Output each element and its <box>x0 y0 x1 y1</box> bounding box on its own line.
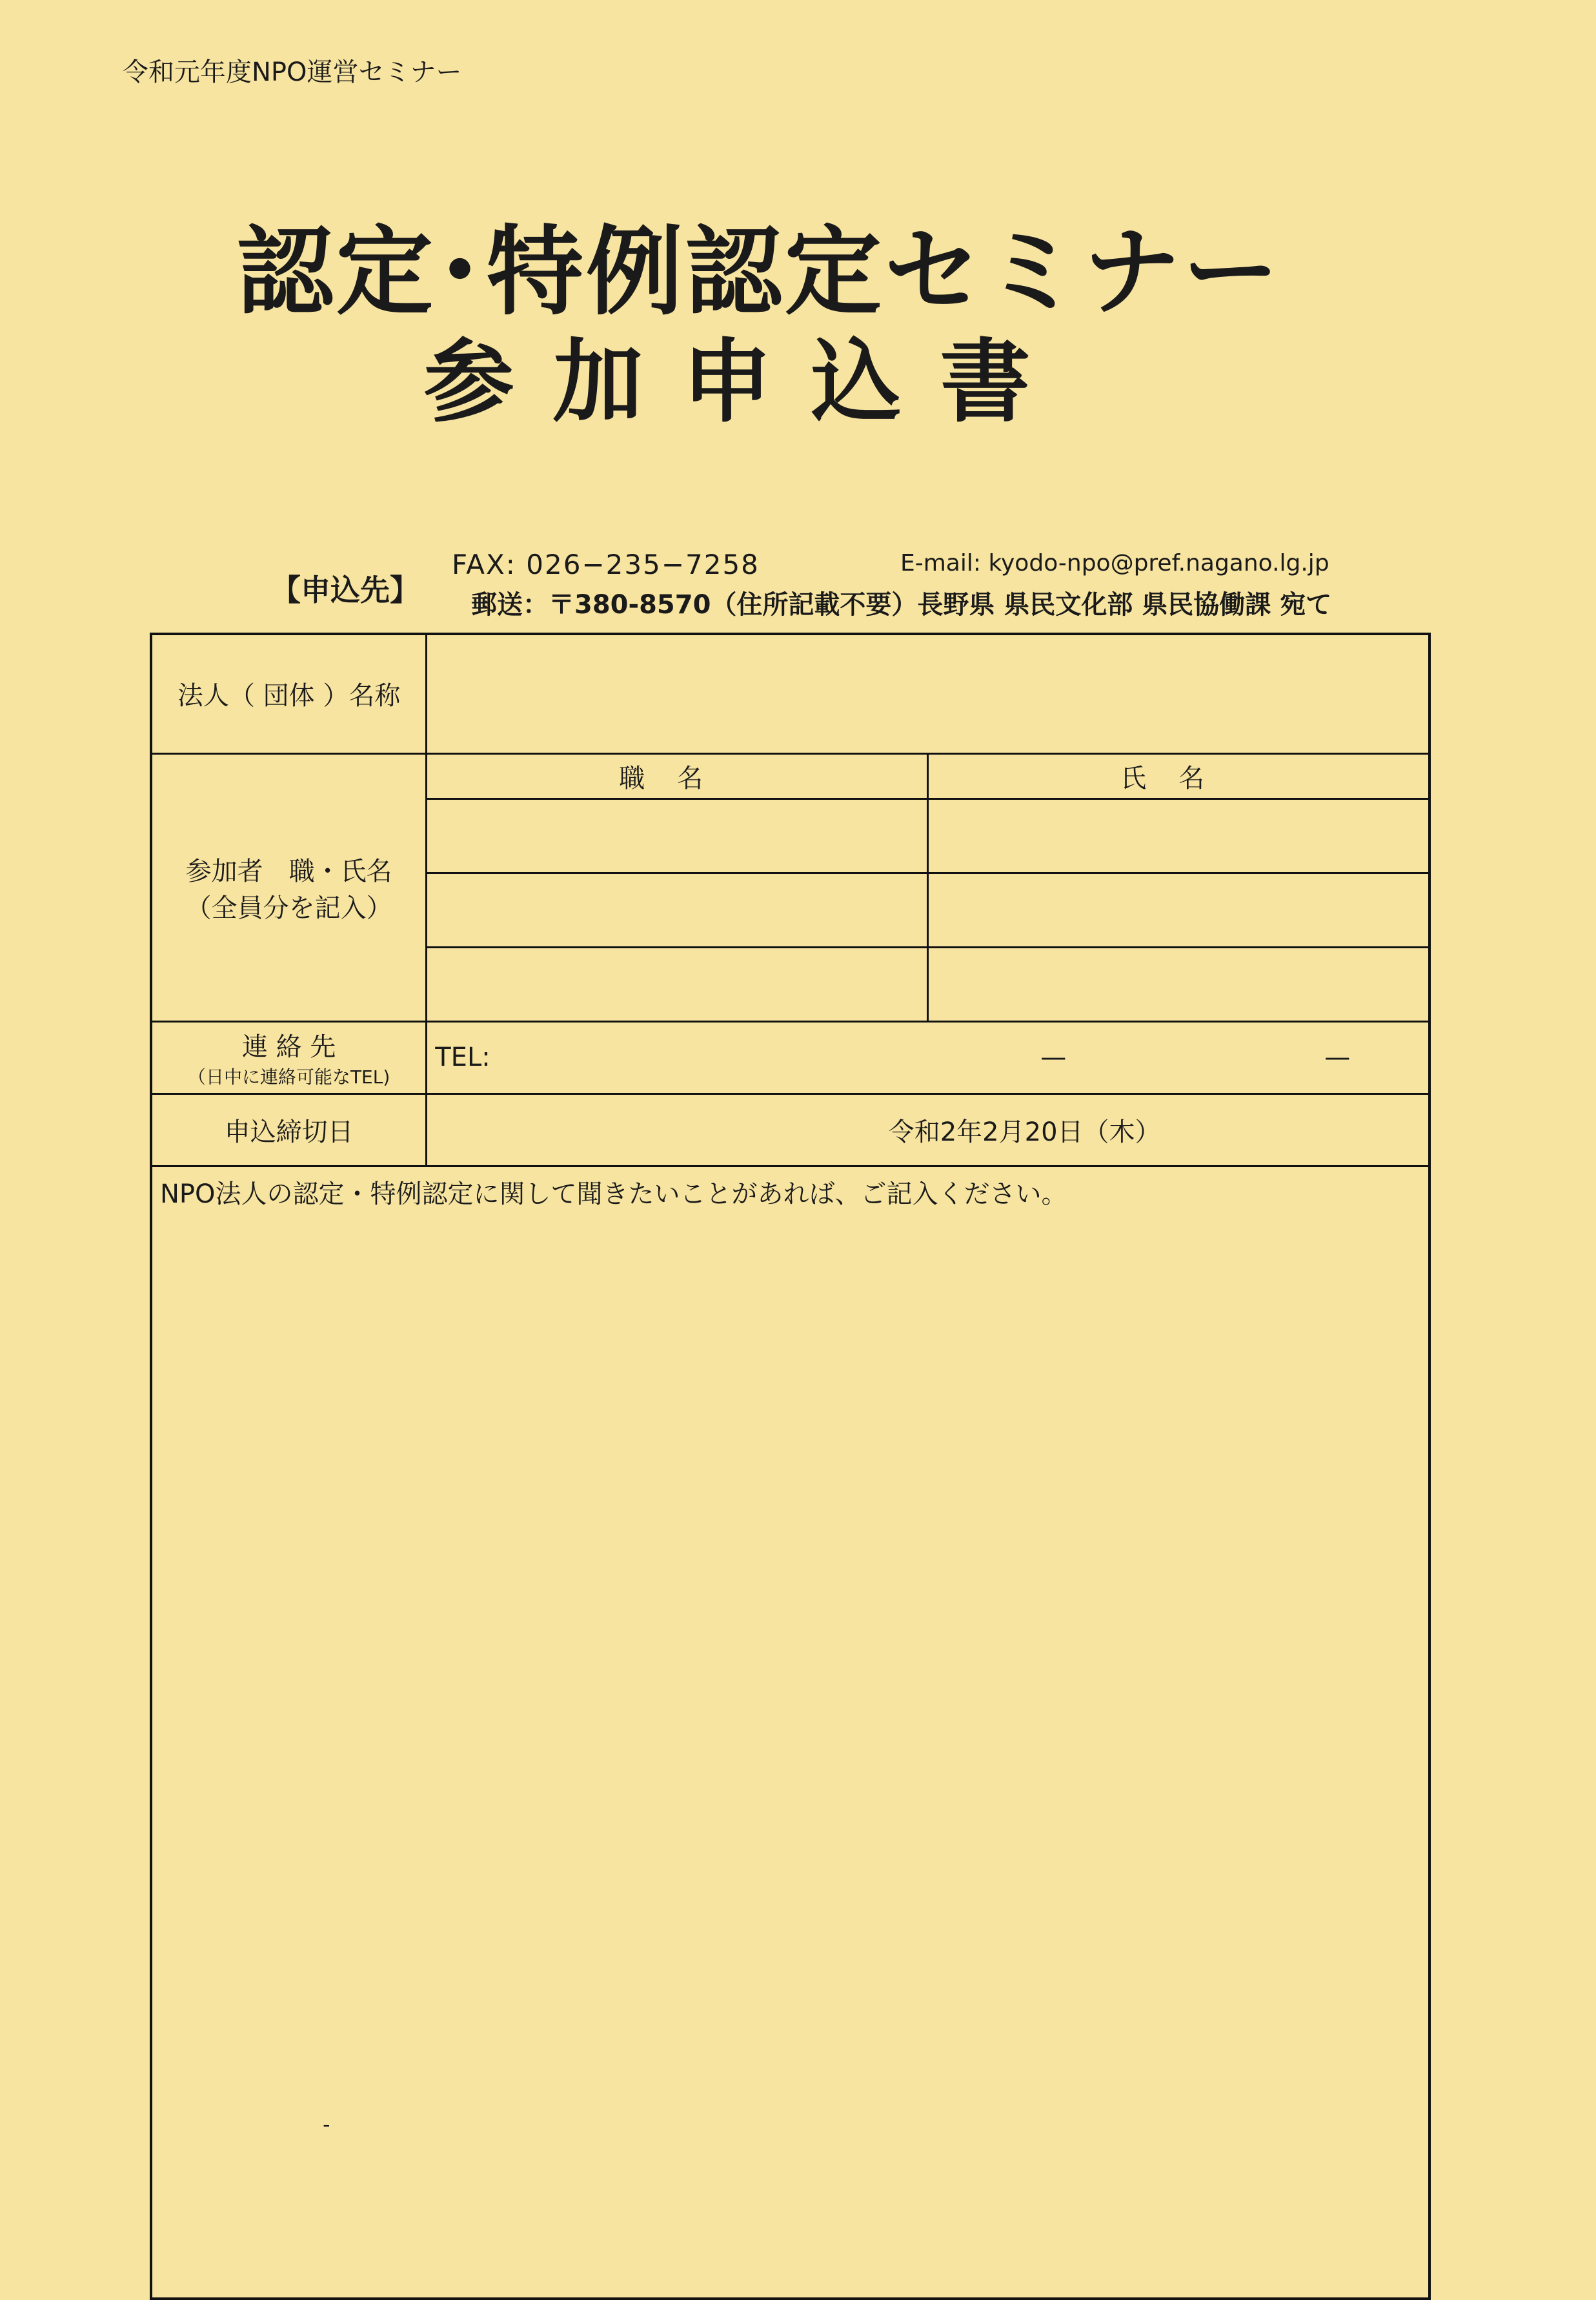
footer-mark: - <box>323 2112 330 2137</box>
deadline-value: 令和2年2月20日（木） <box>427 1094 1429 1166</box>
tel-dash-2: — <box>1324 1043 1351 1072</box>
application-form <box>150 633 1431 2300</box>
email-address: E-mail: kyodo-npo@pref.nagano.lg.jp <box>900 550 1329 576</box>
tel-prefix: TEL: <box>435 1043 490 1072</box>
name-header: 氏名 <box>928 753 1429 799</box>
org-name-field[interactable] <box>427 634 1429 753</box>
participant-name-field[interactable] <box>928 799 1429 873</box>
mail-address: 郵送：〒380-8570（住所記載不要）長野県 県民文化部 県民協働課 宛て <box>471 590 1332 620</box>
header-label: 令和元年度NPO運営セミナー <box>123 57 462 87</box>
tel-dash-1: — <box>1040 1043 1067 1072</box>
questions-prompt: NPO法人の認定・特例認定に関して聞きたいことがあれば、ご記入ください。 <box>160 1179 1067 1209</box>
participant-job-title-field[interactable] <box>427 947 928 1021</box>
deadline-label: 申込締切日 <box>151 1094 427 1166</box>
apply-destination-label: 【申込先】 <box>271 573 419 607</box>
page-title: 認定･特例認定セミナー <box>236 216 1282 329</box>
fax-number: FAX: 026−235−7258 <box>452 549 760 580</box>
questions-field[interactable] <box>151 1166 1429 2299</box>
phone-label: 連 絡 先 （日中に連絡可能なTEL) <box>151 1021 427 1094</box>
participant-job-title-field[interactable] <box>427 873 928 947</box>
org-name-label: 法人（ 団体 ）名称 <box>151 634 427 753</box>
participant-name-field[interactable] <box>928 873 1429 947</box>
job-title-header: 職名 <box>427 753 928 799</box>
page-subtitle: 参加申込書 <box>423 330 1069 435</box>
participant-name-field[interactable] <box>928 947 1429 1021</box>
phone-field[interactable] <box>427 1021 1429 1094</box>
participant-job-title-field[interactable] <box>427 799 928 873</box>
participants-label: 参加者 職・氏名 （全員分を記入） <box>151 753 427 1021</box>
